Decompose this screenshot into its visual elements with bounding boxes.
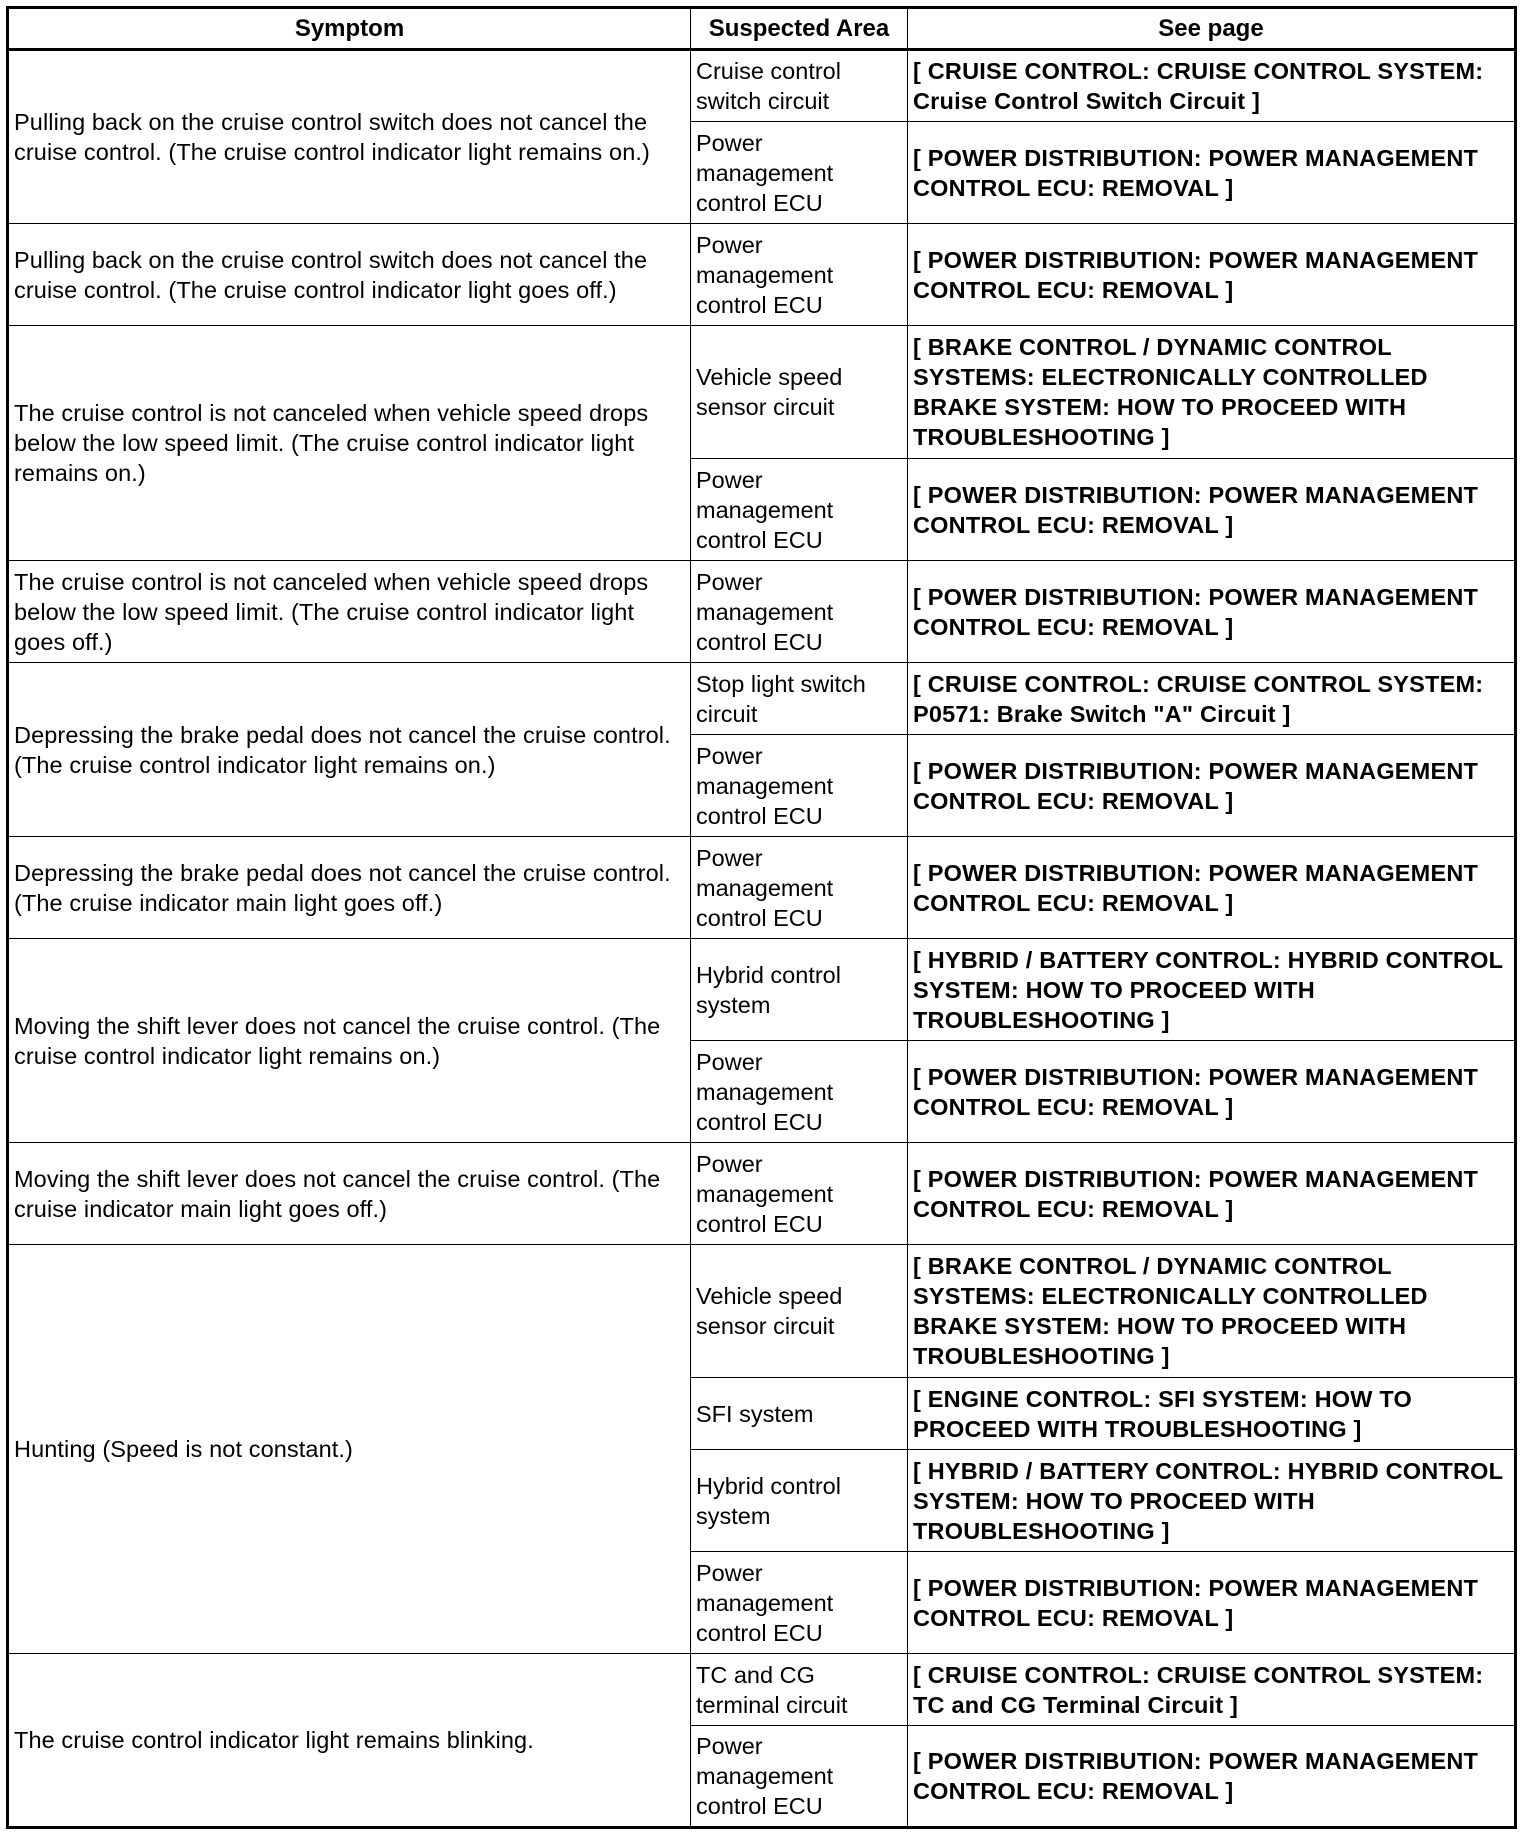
suspected-area-cell: Hybrid control system — [691, 1450, 908, 1552]
table-row — [8, 50, 1516, 122]
see-page-link[interactable]: [ BRAKE CONTROL / DYNAMIC CONTROL SYSTEMS: ELECTRONICALLY CONTROLLED BRAKE SYSTEM: HOW TO PROCEED WITH TROUBLESHOOTING ] — [908, 1245, 1516, 1378]
symptom-cell: Depressing the brake pedal does not cancel the cruise control. (The cruise control indicator light remains on.) — [8, 663, 691, 837]
suspected-area-cell: TC and CG terminal circuit — [691, 1654, 908, 1726]
see-page-link[interactable]: [ POWER DISTRIBUTION: POWER MANAGEMENT CONTROL ECU: REMOVAL ] — [908, 837, 1516, 939]
suspected-area-cell: Vehicle speed sensor circuit — [691, 1245, 908, 1378]
symptom-cell: Moving the shift lever does not cancel the cruise control. (The cruise indicator main light goes off.) — [8, 1143, 691, 1245]
symptom-table — [6, 6, 1517, 1829]
see-page-link[interactable]: [ POWER DISTRIBUTION: POWER MANAGEMENT CONTROL ECU: REMOVAL ] — [908, 224, 1516, 326]
see-page-link[interactable]: [ POWER DISTRIBUTION: POWER MANAGEMENT CONTROL ECU: REMOVAL ] — [908, 561, 1516, 663]
table-row — [8, 1245, 1516, 1378]
symptom-cell: The cruise control indicator light remains blinking. — [8, 1654, 691, 1828]
table-row — [8, 561, 1516, 663]
header-symptom: Symptom — [8, 8, 691, 50]
header-suspected-area: Suspected Area — [691, 8, 908, 50]
suspected-area-cell: Power management control ECU — [691, 561, 908, 663]
suspected-area-cell: Power management control ECU — [691, 735, 908, 837]
symptom-cell: Hunting (Speed is not constant.) — [8, 1245, 691, 1654]
table-row — [8, 1143, 1516, 1245]
suspected-area-cell: Cruise control switch circuit — [691, 50, 908, 122]
header-see-page: See page — [908, 8, 1516, 50]
see-page-link[interactable]: [ POWER DISTRIBUTION: POWER MANAGEMENT CONTROL ECU: REMOVAL ] — [908, 1726, 1516, 1828]
see-page-link[interactable]: [ HYBRID / BATTERY CONTROL: HYBRID CONTROL SYSTEM: HOW TO PROCEED WITH TROUBLESHOOTING ] — [908, 1450, 1516, 1552]
suspected-area-cell: Power management control ECU — [691, 1552, 908, 1654]
suspected-area-cell: Power management control ECU — [691, 1726, 908, 1828]
header-row — [8, 8, 1516, 50]
symptom-cell: The cruise control is not canceled when vehicle speed drops below the low speed limit. (The cruise control indicator light goes off.) — [8, 561, 691, 663]
table-row — [8, 663, 1516, 735]
suspected-area-cell: Stop light switch circuit — [691, 663, 908, 735]
suspected-area-cell: Power management control ECU — [691, 837, 908, 939]
suspected-area-cell: SFI system — [691, 1378, 908, 1450]
table-body — [8, 50, 1516, 1828]
table-row — [8, 1654, 1516, 1726]
suspected-area-cell: Power management control ECU — [691, 122, 908, 224]
symptom-cell: Moving the shift lever does not cancel the cruise control. (The cruise control indicator light remains on.) — [8, 939, 691, 1143]
see-page-link[interactable]: [ CRUISE CONTROL: CRUISE CONTROL SYSTEM: P0571: Brake Switch "A" Circuit ] — [908, 663, 1516, 735]
see-page-link[interactable]: [ POWER DISTRIBUTION: POWER MANAGEMENT CONTROL ECU: REMOVAL ] — [908, 122, 1516, 224]
see-page-link[interactable]: [ CRUISE CONTROL: CRUISE CONTROL SYSTEM: TC and CG Terminal Circuit ] — [908, 1654, 1516, 1726]
symptom-cell: Pulling back on the cruise control switch does not cancel the cruise control. (The cruise control indicator light remains on.) — [8, 50, 691, 224]
suspected-area-cell: Power management control ECU — [691, 459, 908, 561]
see-page-link[interactable]: [ POWER DISTRIBUTION: POWER MANAGEMENT CONTROL ECU: REMOVAL ] — [908, 459, 1516, 561]
see-page-link[interactable]: [ POWER DISTRIBUTION: POWER MANAGEMENT CONTROL ECU: REMOVAL ] — [908, 735, 1516, 837]
see-page-link[interactable]: [ POWER DISTRIBUTION: POWER MANAGEMENT CONTROL ECU: REMOVAL ] — [908, 1041, 1516, 1143]
suspected-area-cell: Power management control ECU — [691, 1143, 908, 1245]
see-page-link[interactable]: [ POWER DISTRIBUTION: POWER MANAGEMENT CONTROL ECU: REMOVAL ] — [908, 1143, 1516, 1245]
symptom-cell: Depressing the brake pedal does not cancel the cruise control. (The cruise indicator main light goes off.) — [8, 837, 691, 939]
see-page-link[interactable]: [ POWER DISTRIBUTION: POWER MANAGEMENT CONTROL ECU: REMOVAL ] — [908, 1552, 1516, 1654]
see-page-link[interactable]: [ CRUISE CONTROL: CRUISE CONTROL SYSTEM: Cruise Control Switch Circuit ] — [908, 50, 1516, 122]
see-page-link[interactable]: [ HYBRID / BATTERY CONTROL: HYBRID CONTROL SYSTEM: HOW TO PROCEED WITH TROUBLESHOOTING ] — [908, 939, 1516, 1041]
see-page-link[interactable]: [ ENGINE CONTROL: SFI SYSTEM: HOW TO PROCEED WITH TROUBLESHOOTING ] — [908, 1378, 1516, 1450]
suspected-area-cell: Power management control ECU — [691, 1041, 908, 1143]
suspected-area-cell: Vehicle speed sensor circuit — [691, 326, 908, 459]
symptom-cell: Pulling back on the cruise control switch does not cancel the cruise control. (The cruise control indicator light goes off.) — [8, 224, 691, 326]
symptom-cell: The cruise control is not canceled when vehicle speed drops below the low speed limit. (The cruise control indicator light remains on.) — [8, 326, 691, 561]
see-page-link[interactable]: [ BRAKE CONTROL / DYNAMIC CONTROL SYSTEMS: ELECTRONICALLY CONTROLLED BRAKE SYSTEM: HOW TO PROCEED WITH TROUBLESHOOTING ] — [908, 326, 1516, 459]
table-row — [8, 326, 1516, 459]
suspected-area-cell: Power management control ECU — [691, 224, 908, 326]
troubleshooting-sheet — [6, 6, 1514, 1832]
table-row — [8, 939, 1516, 1041]
table-row — [8, 224, 1516, 326]
table-row — [8, 837, 1516, 939]
suspected-area-cell: Hybrid control system — [691, 939, 908, 1041]
